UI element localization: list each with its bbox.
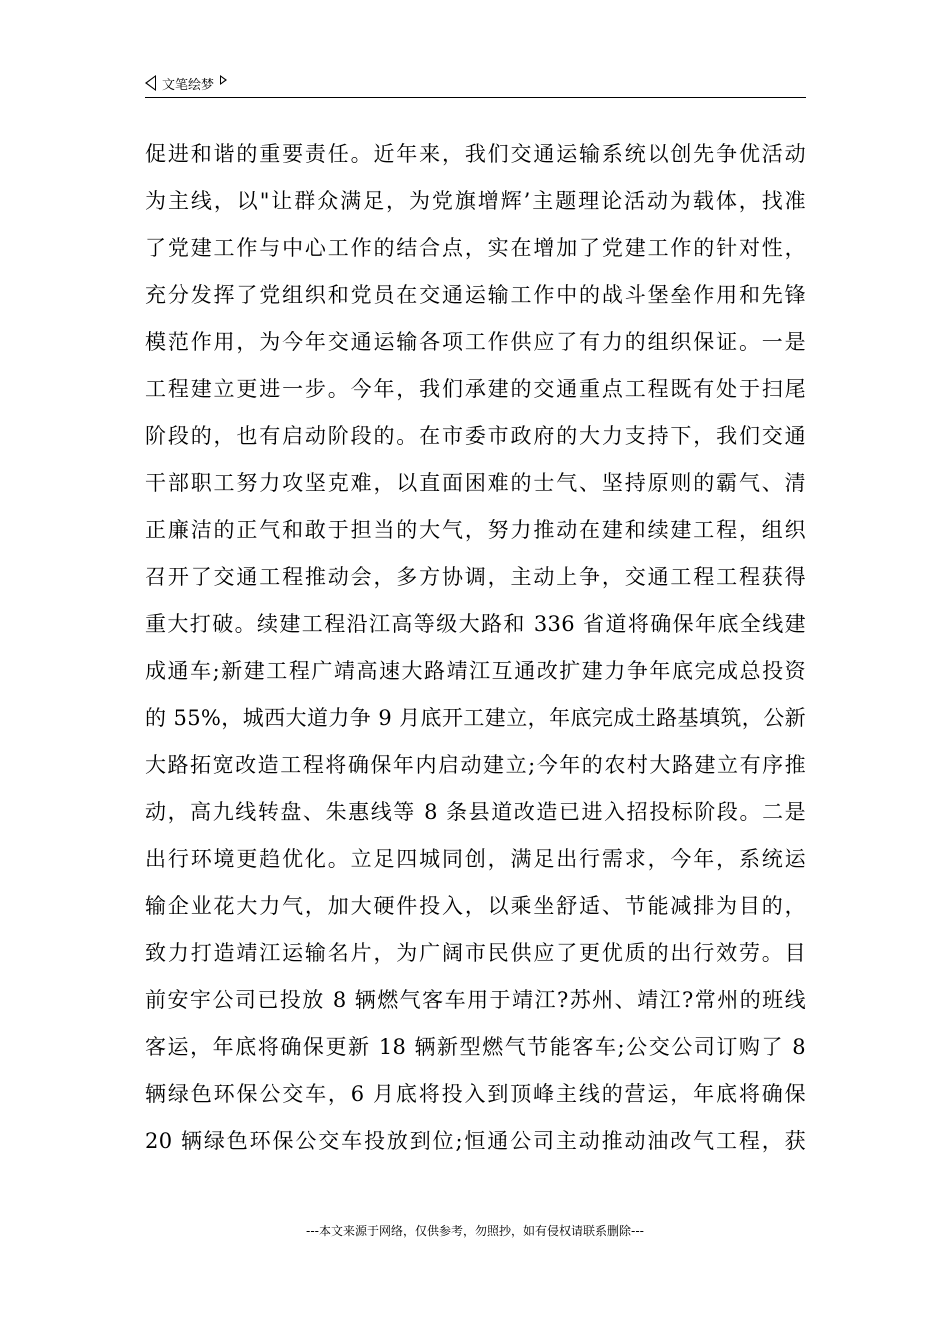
text-line: 模范作用，为今年交通运输各项工作供应了有力的组织保证。一是	[145, 330, 806, 354]
text-line: 工程建立更进一步。今年，我们承建的交通重点工程既有处于扫尾	[145, 377, 806, 401]
text-line: 辆绿色环保公交车，6 月底将投入到顶峰主线的营运，年底将确保	[145, 1082, 806, 1106]
right-triangle-icon	[220, 75, 227, 85]
text-line: 成通车;新建工程广靖高速大路靖江互通改扩建力争年底完成总投资	[145, 659, 806, 683]
text-line: 输企业花大力气，加大硬件投入，以乘坐舒适、节能减排为目的，	[145, 894, 806, 918]
text-line: 阶段的，也有启动阶段的。在市委市政府的大力支持下，我们交通	[145, 424, 806, 448]
text-line: 致力打造靖江运输名片，为广阔市民供应了更优质的出行效劳。目	[145, 941, 806, 965]
text-line: 出行环境更趋优化。立足四城同创，满足出行需求，今年，系统运	[145, 847, 806, 871]
text-line: 的 55%，城西大道力争 9 月底开工建立，年底完成土路基填筑，公新	[145, 706, 806, 730]
text-line: 重大打破。续建工程沿江高等级大路和 336 省道将确保年底全线建	[145, 612, 806, 636]
text-line: 大路拓宽改造工程将确保年内启动建立;今年的农村大路建立有序推	[145, 753, 806, 777]
text-line: 正廉洁的正气和敢于担当的大气，努力推动在建和续建工程，组织	[145, 518, 806, 542]
text-line: 动，高九线转盘、朱惠线等 8 条县道改造已进入招投标阶段。二是	[145, 800, 806, 824]
document-body	[145, 131, 806, 1165]
text-line: 充分发挥了党组织和党员在交通运输工作中的战斗堡垒作用和先锋	[145, 283, 806, 307]
page-header	[145, 72, 227, 94]
text-line: 前安宇公司已投放 8 辆燃气客车用于靖江?苏州、靖江?常州的班线	[145, 988, 806, 1012]
text-line: 了党建工作与中心工作的结合点，实在增加了党建工作的针对性，	[145, 236, 806, 260]
text-line: 为主线，以"让群众满足，为党旗增辉’主题理论活动为载体，找准	[145, 189, 806, 213]
text-line: 干部职工努力攻坚克难，以直面困难的士气、坚持原则的霸气、清	[145, 471, 806, 495]
text-line: 促进和谐的重要责任。近年来，我们交通运输系统以创先争优活动	[145, 142, 806, 166]
text-line: 20 辆绿色环保公交车投放到位;恒通公司主动推动油改气工程，获	[145, 1129, 806, 1153]
header-title: 文笔绘梦	[162, 77, 215, 93]
footer-notice: ---本文来源于网络，仅供参考，勿照抄，如有侵权请联系删除---	[306, 1224, 644, 1238]
text-line: 召开了交通工程推动会，多方协调，主动上争，交通工程工程获得	[145, 565, 806, 589]
left-triangle-icon	[145, 75, 156, 91]
header-rule	[145, 97, 806, 98]
text-line: 客运，年底将确保更新 18 辆新型燃气节能客车;公交公司订购了 8	[145, 1035, 806, 1059]
